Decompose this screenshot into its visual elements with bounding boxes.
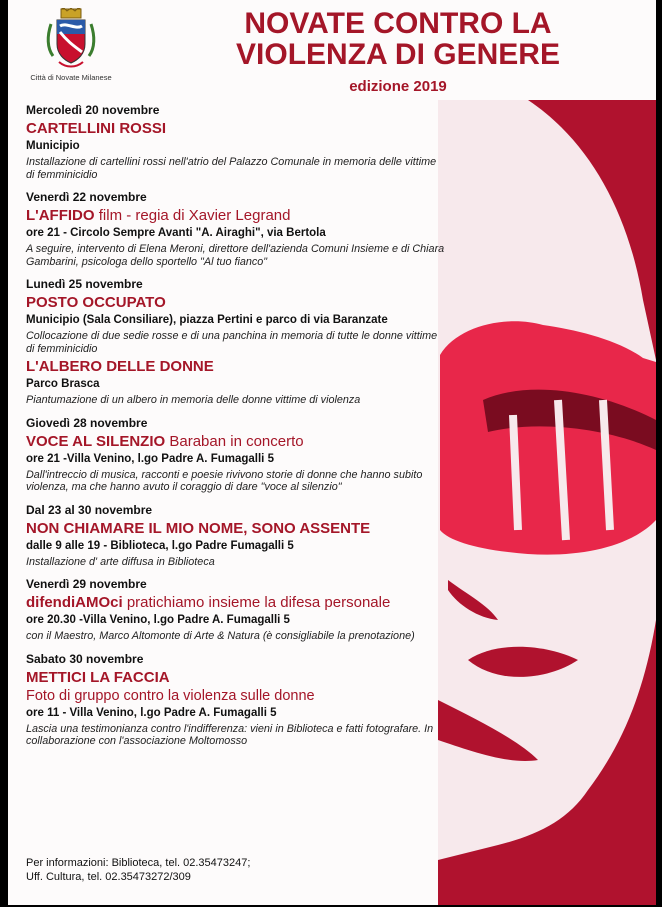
event-posto-occupato [26,277,446,407]
event-subtitle: pratichiamo insieme la difesa personale [122,594,391,611]
contact-line-1: Per informazioni: Biblioteca, tel. 02.35473247; [26,857,251,869]
event-subtitle: Baraban in concerto [165,432,304,450]
event-title-albero: L'ALBERO DELLE DONNE [26,358,214,375]
event-title-main: difendiAMOci [26,594,123,611]
event-date: Giovedì 28 novembre [26,415,148,430]
event-title: POSTO OCCUPATO [26,294,166,311]
event-location: Municipio [26,140,80,152]
title-line-1: NOVATE CONTRO LA [244,7,552,40]
event-list [26,103,446,757]
event-location: dalle 9 alle 19 - Biblioteca, l.go Padre Fumagalli 5 [26,539,294,552]
event-date: Venerdì 22 novembre [26,190,147,204]
event-title-main: VOCE AL SILENZIO [26,432,166,450]
poster [8,0,656,905]
event-location: ore 21 -Villa Venino, l.go Padre A. Fumagalli 5 [26,452,274,465]
event-title [26,206,446,225]
event-description: A seguire, intervento di Elena Meroni, direttore dell'azienda Comuni Insieme e di Chiara Gambarini, psicologa dello sportello "Al tuo fianco" [26,243,445,268]
event-title: NON CHIAMARE IL MIO NOME, SONO ASSENTE [26,519,371,537]
contact-line-2: Uff. Cultura, tel. 02.35473272/309 [26,871,191,883]
logo-caption: Città di Novate Milanese [30,73,112,82]
event-description: Collocazione di due sedie rosse e di una panchina in memoria di tutte le donne vittime di femminicidio [26,330,438,355]
page-title [148,8,648,70]
event-date: Dal 23 al 30 novembre [26,502,153,517]
event-cartellini-rossi [26,103,446,181]
event-l-affido [26,190,446,268]
coat-of-arms-icon [44,8,98,72]
event-description: Lascia una testimonianza contro l'indifferenza: vieni in Biblioteca e fatti fotografare. In collaborazione con l'associazione Moltomosso [26,722,434,747]
event-description: Installazione d' arte diffusa in Biblioteca [26,555,215,568]
event-location: ore 20.30 -Villa Venino, l.go Padre A. Fumagalli 5 [26,614,290,626]
event-description: Installazione di cartellini rossi nell'atrio del Palazzo Comunale in memoria delle vittime di femminicidio [26,156,437,181]
event-voce-al-silenzio [26,416,446,494]
event-subline: Foto di gruppo contro la violenza sulle donne [26,687,315,704]
event-description-albero: Piantumazione di un albero in memoria delle donne vittime di violenza [26,394,361,406]
event-location: ore 21 - Circolo Sempre Avanti "A. Airaghi", via Bertola [26,227,326,239]
event-title: CARTELLINI ROSSI [26,120,167,137]
event-title [26,432,446,451]
event-description: Dall'intreccio di musica, racconti e poesie rivivono storie di donne che hanno subito violenza, ma che hanno avuto il coraggio di dare "voce al silenzio" [26,468,423,493]
contact-info [26,856,250,884]
event-mettici-la-faccia [26,652,446,748]
event-location: ore 11 - Villa Venino, l.go Padre A. Fumagalli 5 [26,706,277,719]
event-non-chiamare [26,503,446,569]
event-date: Venerdì 29 novembre [26,577,147,591]
event-date: Mercoledì 20 novembre [26,103,160,117]
event-difendiamoci [26,577,446,643]
municipal-logo [26,8,116,96]
event-date: Sabato 30 novembre [26,651,144,666]
edition-label: edizione 2019 [349,78,447,95]
event-description: con il Maestro, Marco Altomonte di Arte & Natura (è consigliabile la prenotazione) [26,630,415,642]
event-title-main: L'AFFIDO [26,207,95,224]
event-subtitle: film - regia di Xavier Legrand [94,207,291,224]
fist-face-artwork [438,100,656,905]
event-location: Municipio (Sala Consiliare), piazza Pertini e parco di via Baranzate [26,314,388,326]
event-title: METTICI LA FACCIA [26,668,170,686]
title-line-2: VIOLENZA DI GENERE [236,38,560,71]
event-date: Lunedì 25 novembre [26,277,143,291]
event-title [26,593,446,612]
event-location-albero: Parco Brasca [26,378,100,390]
